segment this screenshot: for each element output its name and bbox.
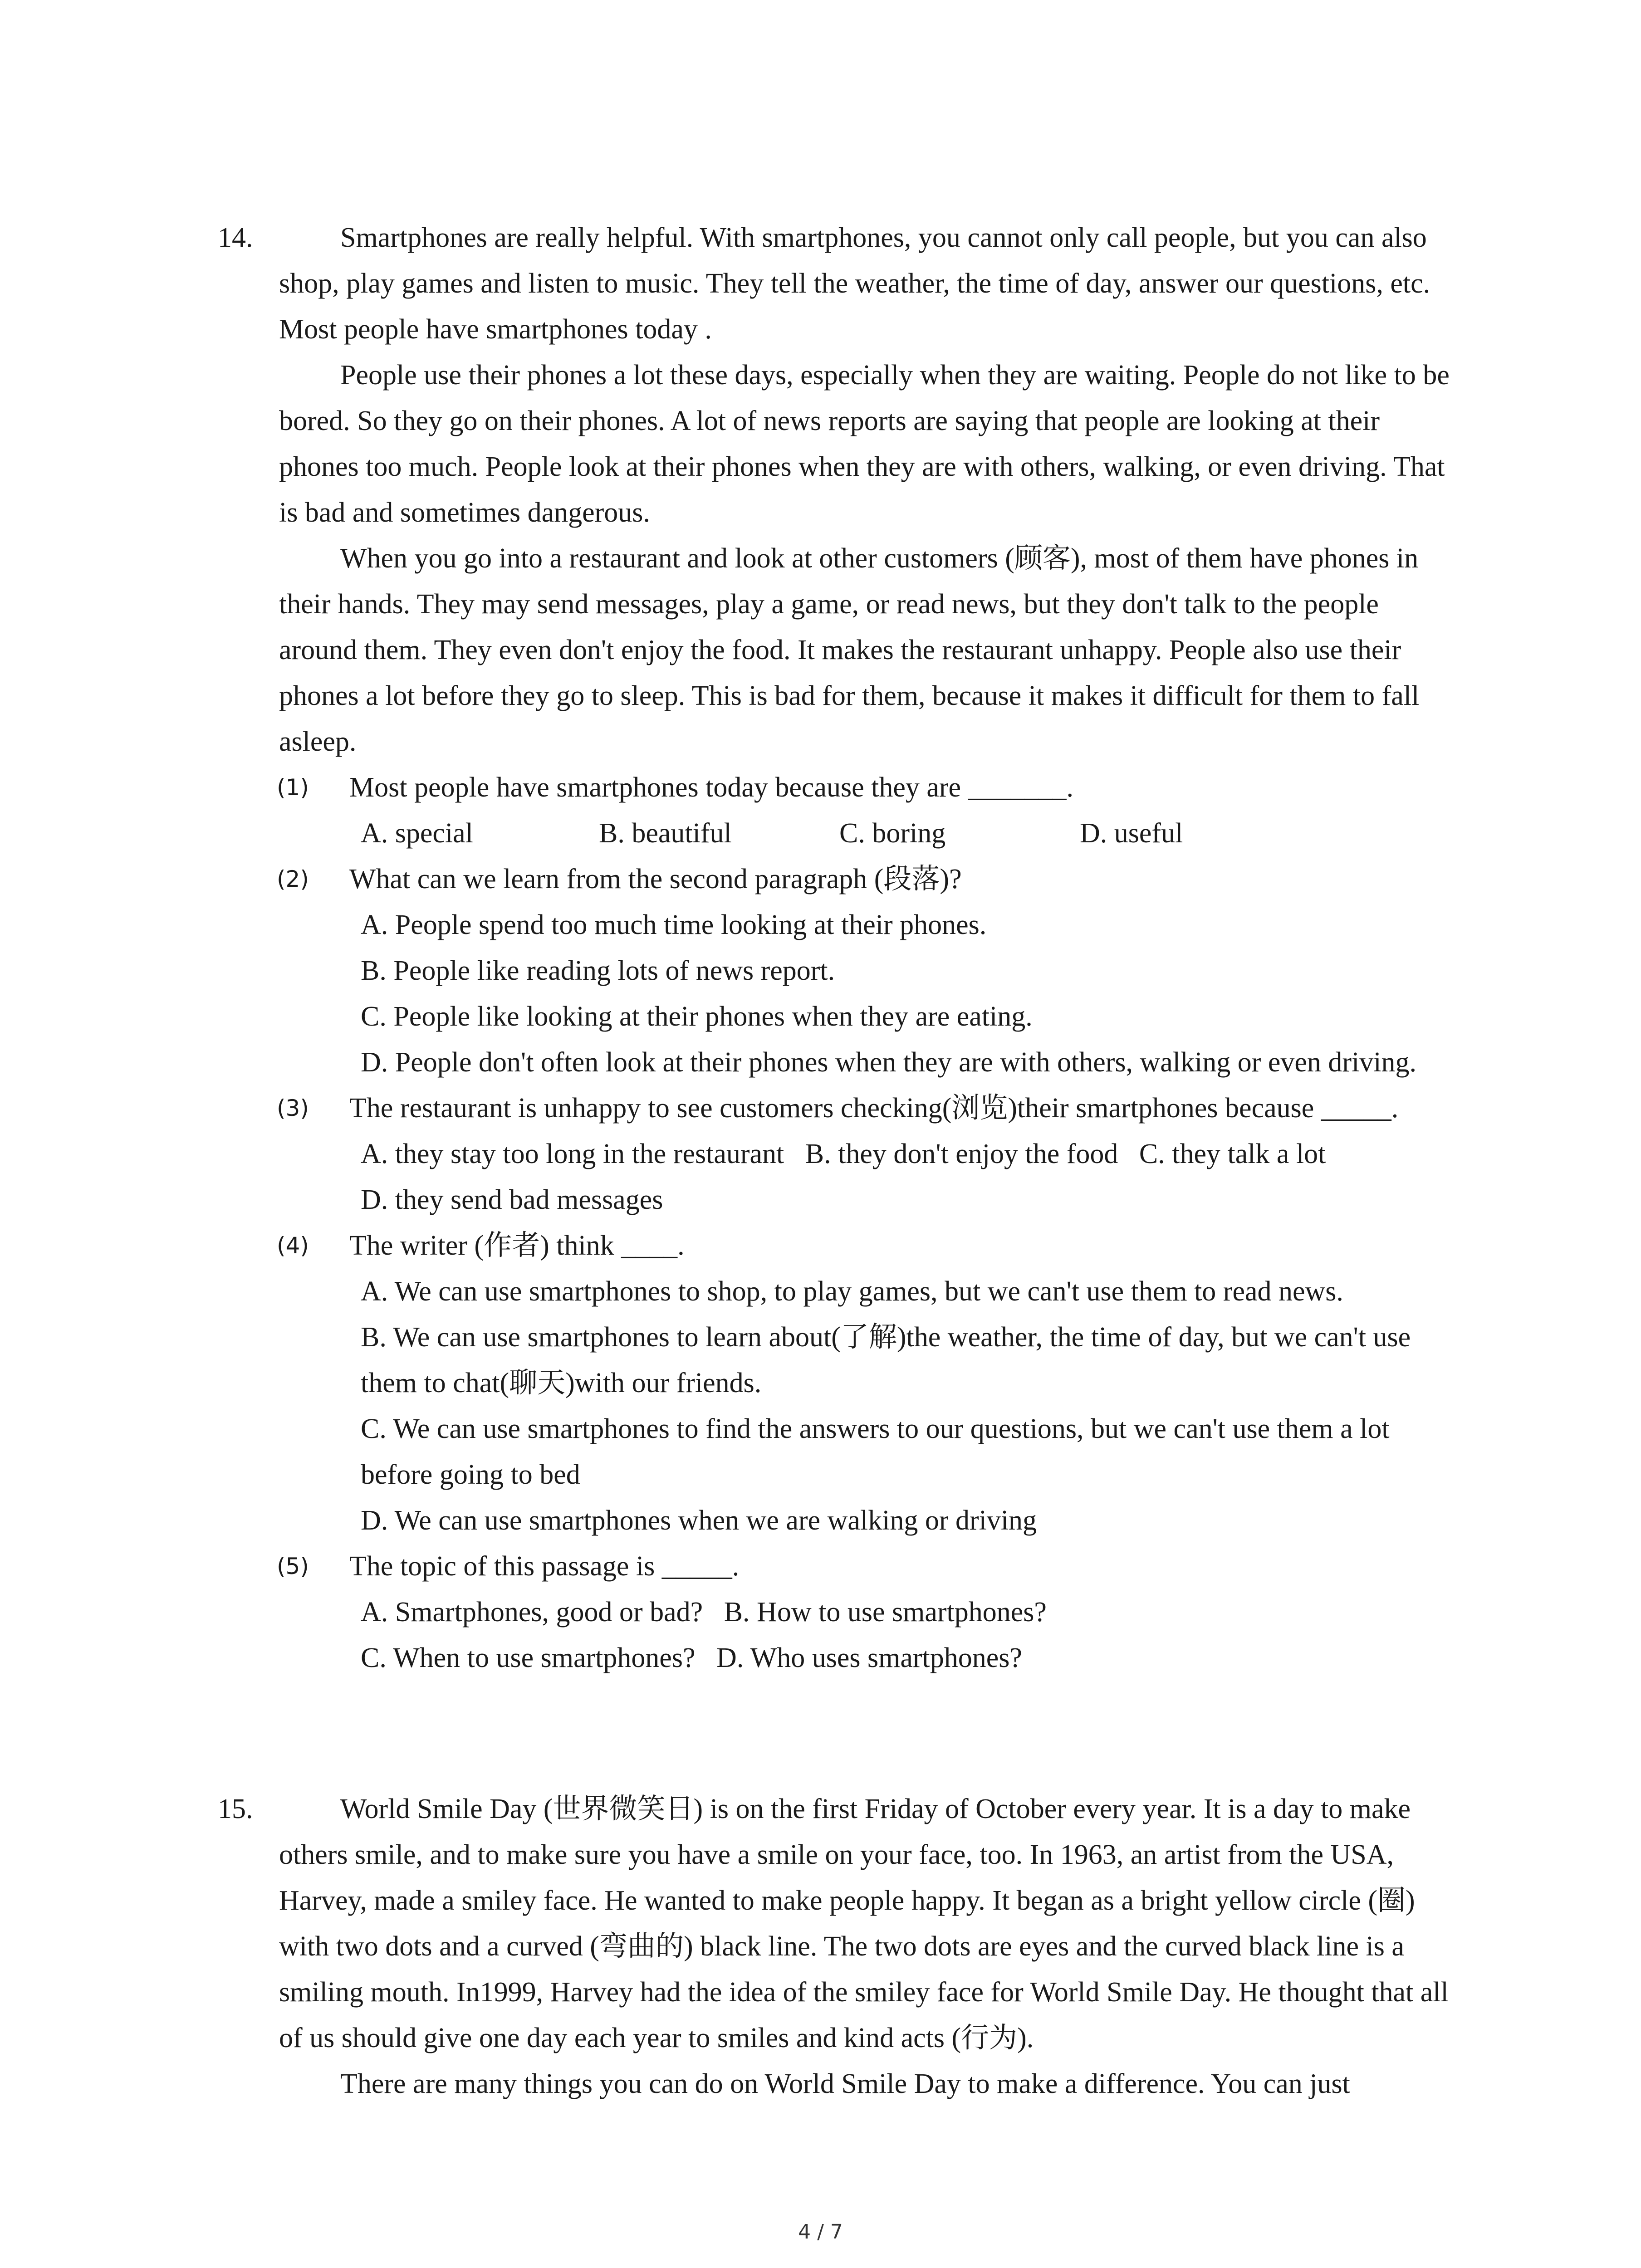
option-a: A. People spend too much time looking at their phones. (361, 909, 987, 940)
sub-question-number: (1) (277, 774, 309, 801)
sub-question-text: What can we learn from the second paragraph (段落)? (349, 864, 962, 894)
options-line-1: A. they stay too long in the restaurant B. they don't enjoy the food C. they talk a lot (361, 1139, 1326, 1169)
option-b: B. People like reading lots of news report. (361, 955, 835, 986)
option-b: B. We can use smartphones to learn about(了解)the weather, the time of day, but we can't use them to chat(聊天)with our friends. (361, 1322, 1411, 1398)
passage-paragraph-1: Smartphones are really helpful. With smartphones, you cannot only call people, but you can also shop, play games and listen to music. They tell the weather, the time of day, answer our questions, etc. Most people have smartphones today . (279, 222, 1430, 345)
sub-question-number: (4) (277, 1232, 309, 1259)
sub-question-text: The writer (作者) think ____. (349, 1230, 685, 1261)
sub-question-4 (218, 1223, 1461, 1269)
sub-question-1 (218, 765, 1461, 811)
sub-question-text: Most people have smartphones today because they are _______. (349, 772, 1074, 803)
passage-paragraph-1: World Smile Day (世界微笑日) is on the first Friday of October every year. It is a day to make others smile, and to make sure you have a smile on your face, too. In 1963, an artist from the USA, Harvey, made a smiley face. He wanted to make people happy. It began as a bright yellow circle (圈) with two dots and a curved (弯曲的) black line. The two dots are eyes and the curved black line is a smiling mouth. In1999, Harvey had the idea of the smiley face for World Smile Day. He thought that all of us should give one day each year to smiles and kind acts (行为). (279, 1794, 1449, 2053)
sub-question-text: The topic of this passage is _____. (349, 1551, 740, 1582)
question-number: 15. (218, 1794, 253, 1824)
passage-paragraph-2: There are many things you can do on World Smile Day to make a difference. You can just (340, 2068, 1350, 2099)
options-row (218, 811, 1461, 856)
option-a: A. special (361, 818, 473, 849)
option-a: A. We can use smartphones to shop, to play games, but we can't use them to read news. (361, 1276, 1343, 1307)
sub-question-text: The restaurant is unhappy to see customers checking(浏览)their smartphones because _____. (349, 1093, 1399, 1124)
option-d: D. useful (1080, 818, 1183, 849)
options-line-2: C. When to use smartphones? D. Who uses smartphones? (361, 1642, 1022, 1673)
option-c: C. People like looking at their phones when they are eating. (361, 1001, 1033, 1032)
sub-question-number: (2) (277, 866, 309, 892)
option-b: B. beautiful (599, 818, 732, 849)
passage-paragraph-2: People use their phones a lot these days, especially when they are waiting. People do not like to be bored. So they go on their phones. A lot of news reports are saying that people are looking at their phones too much. People look at their phones when they are with others, walking, or even driving. That is bad and sometimes dangerous. (279, 360, 1450, 528)
sub-question-number: (5) (277, 1553, 309, 1579)
options-line-1: A. Smartphones, good or bad? B. How to use smartphones? (361, 1597, 1047, 1628)
option-d: D. People don't often look at their phones when they are with others, walking or even driving. (361, 1047, 1417, 1078)
question-number: 14. (218, 222, 253, 253)
passage-paragraph-3: When you go into a restaurant and look at other customers (顾客), most of them have phones in their hands. They may send messages, play a game, or read news, but they don't talk to the people around them. They even don't enjoy the food. It makes the restaurant unhappy. People also use their phones a lot before they go to sleep. This is bad for them, because it makes it difficult for them to fall asleep. (279, 543, 1420, 757)
sub-question-5 (218, 1544, 1461, 1589)
option-c: C. We can use smartphones to find the answers to our questions, but we can't use them a lot before going to bed (361, 1413, 1390, 1490)
option-d: D. We can use smartphones when we are walking or driving (361, 1505, 1037, 1536)
page-number: 4 / 7 (798, 2220, 843, 2244)
sub-question-number: (3) (277, 1095, 309, 1121)
sub-question-2 (218, 856, 1461, 902)
option-c: C. boring (839, 818, 946, 849)
question-14 (218, 215, 1461, 1681)
options-line-2: D. they send bad messages (361, 1184, 663, 1215)
sub-question-3 (218, 1085, 1461, 1131)
question-15 (218, 1786, 1461, 2107)
